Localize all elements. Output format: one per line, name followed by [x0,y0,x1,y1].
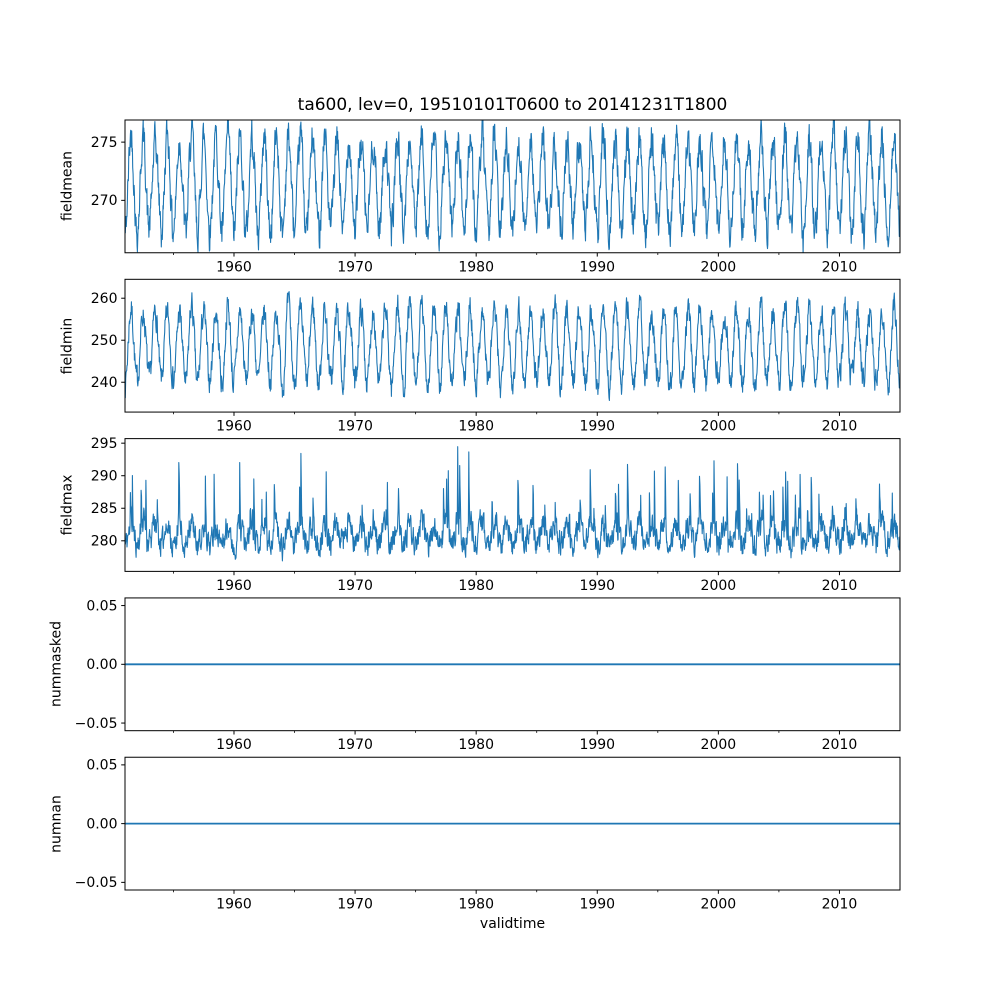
y-tick-label: 250 [90,333,118,350]
x-tick-label: 1970 [337,418,373,435]
y-tick-label: 0.00 [86,816,118,833]
x-tick-label: 1980 [458,418,494,435]
y-axis-label-fieldmean: fieldmean [59,151,75,222]
y-tick-label: 285 [90,501,118,518]
x-tick-label: 1960 [216,418,252,435]
x-tick-label: 2010 [821,896,858,913]
y-tick-label: 0.05 [86,757,118,774]
x-tick-label: 1960 [216,737,252,754]
y-tick-label: 295 [90,435,118,452]
x-tick-label: 2010 [821,418,858,435]
y-tick-label: 280 [90,533,118,550]
x-tick-label: 2010 [821,259,858,276]
chart-title: ta600, lev=0, 19510101T0600 to 20141231T1800 [297,95,728,115]
x-tick-label: 1960 [216,259,252,276]
y-tick-label: 270 [90,193,118,210]
x-axis-label: validtime [479,916,546,932]
x-tick-label: 1970 [337,737,373,754]
x-tick-label: 2000 [700,896,737,913]
y-tick-label: 0.00 [86,657,118,674]
x-tick-label: 1960 [216,577,252,594]
x-tick-label: 1980 [458,737,494,754]
plot-line-fieldmax [125,447,900,561]
y-axis-label-numnan: numnan [48,794,64,853]
plot-line-fieldmin [125,292,900,401]
x-tick-label: 2010 [821,737,858,754]
x-tick-label: 1980 [458,577,494,594]
x-tick-label: 1990 [579,737,616,754]
x-tick-label: 1970 [337,259,373,276]
x-tick-label: 1980 [458,259,494,276]
y-tick-label: 0.05 [86,598,118,615]
x-tick-label: 1990 [579,896,616,913]
x-tick-label: 1990 [579,418,616,435]
x-tick-label: 2000 [700,737,737,754]
subplot-numnan [75,757,900,912]
x-tick-label: 1970 [337,577,373,594]
y-tick-label: 260 [90,291,118,308]
x-tick-label: 1970 [337,896,373,913]
x-tick-label: 1990 [579,577,616,594]
x-tick-label: 2000 [700,418,737,435]
x-tick-label: 2000 [700,259,737,276]
x-tick-label: 2000 [700,577,737,594]
subplot-nummasked [75,598,900,753]
subplot-fieldmin [91,279,900,434]
y-axis-label-nummasked: nummasked [48,621,64,708]
y-tick-label: −0.05 [74,875,118,892]
x-tick-label: 1990 [579,259,616,276]
subplot-fieldmean [91,111,900,275]
plot-line-fieldmean [125,111,900,253]
subplot-fieldmax [91,436,900,594]
y-tick-label: 240 [90,375,118,392]
y-axis-label-fieldmin: fieldmin [59,317,75,374]
x-tick-label: 2010 [821,577,858,594]
y-tick-label: 275 [90,134,118,151]
y-axis-label-fieldmax: fieldmax [59,474,75,536]
y-tick-label: −0.05 [74,715,118,732]
y-tick-label: 290 [90,468,118,485]
x-tick-label: 1980 [458,896,494,913]
x-tick-label: 1960 [216,896,252,913]
